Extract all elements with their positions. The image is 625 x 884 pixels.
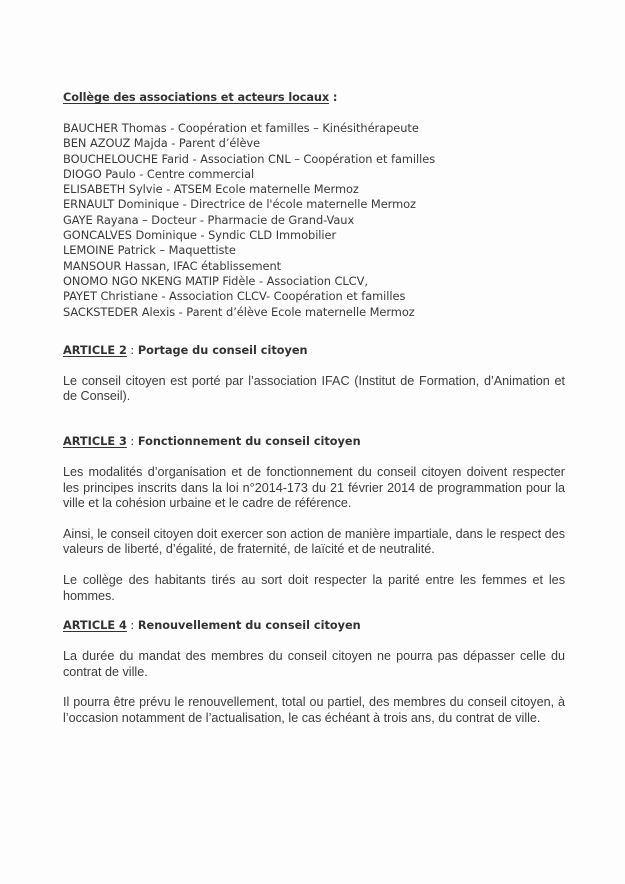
article-2-separator: : [126, 343, 138, 357]
article-3-label: ARTICLE 3 [63, 435, 127, 449]
article-3-heading [63, 434, 565, 450]
college-heading [63, 90, 565, 106]
member-item: BOUCHELOUCHE Farid - Association CNL – Coopération et familles [63, 151, 436, 166]
article-4-paragraph: Il pourra être prévu le renouvellement, total ou partiel, des membres du conseil citoyen, à l’occasion notamment de l’actualisation, le cas échéant à trois ans, du contrat de ville. [63, 695, 565, 725]
article-2-heading [63, 343, 565, 359]
article-4-label: ARTICLE 4 [63, 619, 127, 633]
member-item: PAYET Christiane - Association CLCV- Coopération et familles [63, 289, 406, 304]
article-4-paragraph: La durée du mandat des membres du conseil citoyen ne pourra pas dépasser celle du contrat de ville. [63, 649, 565, 679]
member-item: SACKSTEDER Alexis - Parent d’élève Ecole maternelle Mermoz [63, 304, 415, 319]
member-item: ELISABETH Sylvie - ATSEM Ecole maternelle Mermoz [63, 182, 359, 197]
article-3 [63, 434, 565, 604]
article-2 [63, 343, 565, 405]
college-heading-suffix: : [329, 91, 338, 104]
article-3-paragraph: Le collège des habitants tirés au sort doit respecter la parité entre les femmes et les hommes. [63, 573, 565, 603]
member-item: ONOMO NGO NKENG MATIP Fidèle - Association CLCV, [63, 273, 368, 288]
document-content [63, 90, 565, 727]
member-item: DIOGO Paulo - Centre commercial [63, 166, 255, 181]
article-2-paragraph: Le conseil citoyen est porté par l’association IFAC (Institut de Formation, d’Animation et de Conseil). [63, 373, 565, 404]
article-4 [63, 618, 565, 726]
article-3-paragraph: Ainsi, le conseil citoyen doit exercer son action de manière impartiale, dans le respect des valeurs de liberté, d’égalité, de fraternité, de laïcité et de neutralité. [63, 526, 565, 557]
member-item: LEMOINE Patrick – Maquettiste [63, 243, 236, 258]
college-heading-text: Collège des associations et acteurs locaux [63, 91, 330, 104]
member-item: MANSOUR Hassan, IFAC établissement [63, 258, 282, 273]
member-item: BAUCHER Thomas - Coopération et familles – Kinésithérapeute [63, 121, 419, 135]
member-item: GONCALVES Dominique - Syndic CLD Immobilier [63, 228, 337, 243]
member-item: GAYE Rayana – Docteur - Pharmacie de Grand-Vaux [63, 212, 355, 227]
member-list [63, 121, 565, 320]
article-2-label: ARTICLE 2 [63, 343, 127, 357]
article-4-separator: : [126, 619, 138, 633]
article-3-separator: : [126, 435, 138, 449]
article-4-title: Renouvellement du conseil citoyen [137, 619, 361, 633]
member-item: BEN AZOUZ Majda - Parent d’élève [63, 136, 261, 151]
college-section [63, 90, 565, 320]
member-item: ERNAULT Dominique - Directrice de l'école maternelle Mermoz [63, 197, 416, 212]
article-3-paragraph: Les modalités d’organisation et de fonctionnement du conseil citoyen doivent respecter les principes inscrits dans la loi n°2014-173 du 21 février 2014 de programmation pour la ville et la cohésion urbaine et le cadre de référence. [63, 465, 565, 511]
article-3-title: Fonctionnement du conseil citoyen [137, 435, 361, 449]
article-2-title: Portage du conseil citoyen [137, 343, 308, 357]
article-4-heading [63, 618, 565, 634]
